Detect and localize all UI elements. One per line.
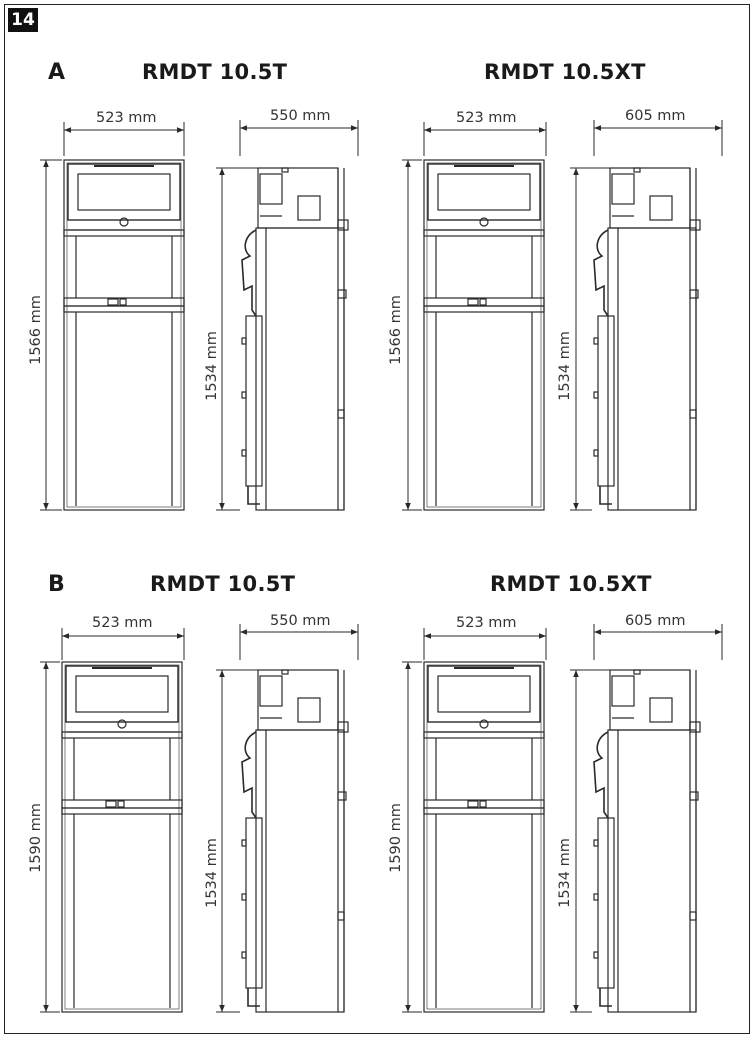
section-b-model-1-side-height: 1534 mm <box>204 838 220 908</box>
section-b-model-2-height: 1590 mm <box>388 803 404 873</box>
section-a-model-1-side-height: 1534 mm <box>204 331 220 401</box>
section-b-model-1-width: 523 mm <box>92 615 153 631</box>
section-a-model-1-front-view <box>64 160 184 510</box>
section-b-model-1: RMDT 10.5T <box>150 572 296 596</box>
section-b-model-2-front-view <box>424 662 544 1012</box>
section-b-model-1-depth: 550 mm <box>270 613 331 629</box>
section-b-model-2-depth: 605 mm <box>625 613 686 629</box>
section-a-model-1-width: 523 mm <box>96 110 157 126</box>
section-a-model-1: RMDT 10.5T <box>142 60 288 84</box>
section-b-label: B <box>48 572 65 597</box>
section-b-model-1-height: 1590 mm <box>28 803 44 873</box>
section-b-model-1-front-view <box>62 662 182 1012</box>
section-a-model-2-front-view <box>424 160 544 510</box>
section-b-model-1-side-view <box>242 670 348 1012</box>
section-a-model-1-side-view <box>242 168 348 510</box>
figure-number-badge: 14 <box>8 8 38 32</box>
section-a-label: A <box>48 60 66 85</box>
section-a-model-2-height: 1566 mm <box>388 295 404 365</box>
section-b-model-2-side-height: 1534 mm <box>557 838 573 908</box>
section-b-model-2-width: 523 mm <box>456 615 517 631</box>
section-a-model-2: RMDT 10.5XT <box>484 60 646 84</box>
section-a-model-2-depth: 605 mm <box>625 108 686 124</box>
section-a-model-2-width: 523 mm <box>456 110 517 126</box>
section-a-model-2-side-height: 1534 mm <box>557 331 573 401</box>
section-a-model-1-depth: 550 mm <box>270 108 331 124</box>
section-a-model-2-side-view <box>594 168 700 510</box>
section-a-model-1-height: 1566 mm <box>28 295 44 365</box>
section-b-model-2: RMDT 10.5XT <box>490 572 652 596</box>
section-b-model-2-side-view <box>594 670 700 1012</box>
